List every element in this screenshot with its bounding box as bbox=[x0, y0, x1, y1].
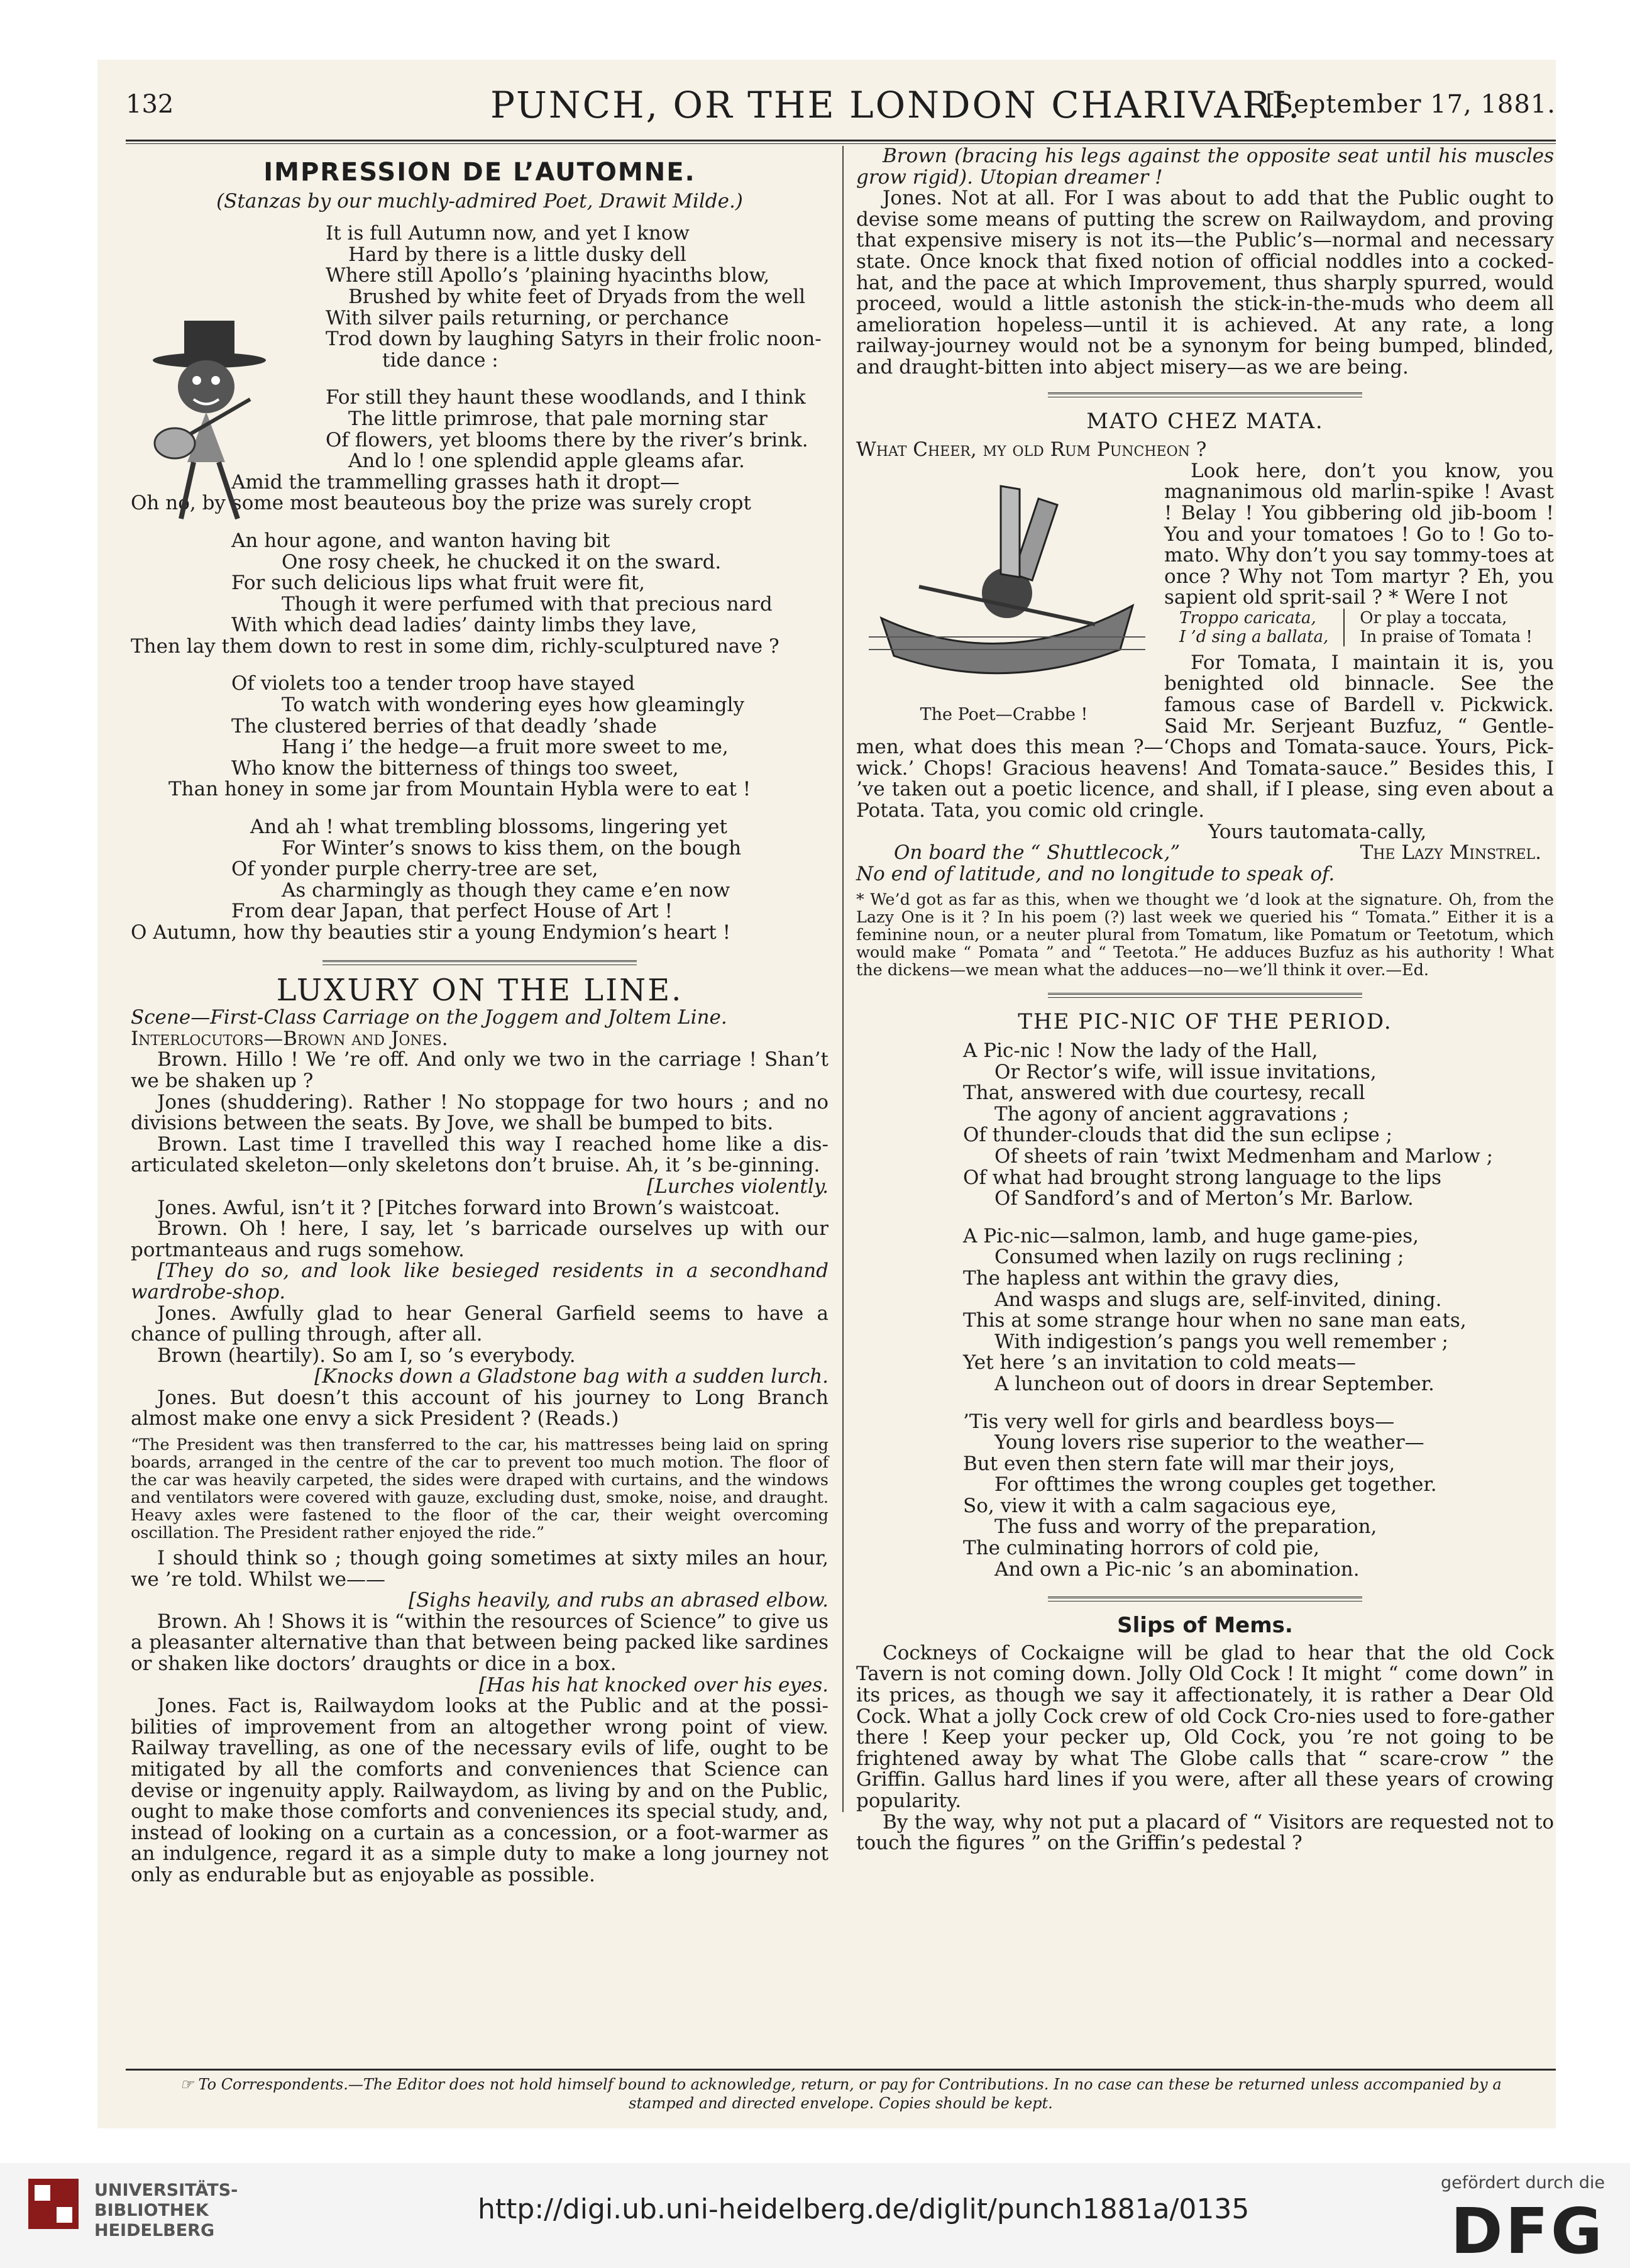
verse-line: As charmingly as though they came e’en now bbox=[282, 878, 730, 902]
verse-line: For ofttimes the wrong couples get together. bbox=[994, 1473, 1437, 1496]
permalink[interactable]: http://digi.ub.uni-heidelberg.de/diglit/punch1881a/0135 bbox=[478, 2193, 1250, 2225]
verse-line: Amid the trammelling grasses hath it dropt— bbox=[231, 470, 680, 494]
header-rule-thin bbox=[126, 143, 1556, 144]
boat-illustration bbox=[856, 461, 1152, 725]
rhyme-line: Troppo caricata, bbox=[1179, 608, 1316, 628]
verse-line: Hard by there is a little dusky dell bbox=[348, 243, 686, 266]
picnic-stanza-2 bbox=[856, 1226, 1554, 1395]
funding-note: gefördert durch die bbox=[1441, 2173, 1605, 2193]
masthead-title: PUNCH, OR THE LONDON CHARIVARI. bbox=[490, 84, 1302, 126]
verse-line: O Autumn, how thy beauties stir a young Endymion’s heart ! bbox=[131, 921, 731, 944]
dialogue-para: Brown. Ah ! Shows it is “within the resources of Science” to give us a pleasanter alternative than that between being packed like sardines or shaken like doctors’ draughts or dice in a box. bbox=[131, 1610, 829, 1676]
rowing-boat-drawing bbox=[856, 461, 1152, 700]
verse-line: And wasps and slugs are, self-invited, dining. bbox=[994, 1288, 1442, 1311]
verse-line: Of Sandford’s and of Merton’s Mr. Barlow. bbox=[994, 1187, 1414, 1210]
section-divider bbox=[1048, 993, 1362, 998]
slips-para: Cockneys of Cockaigne will be glad to hear that the old Cock Tavern is not coming down. Jolly Old Cock ! It might “ come down” in its prices, as though we say it affectionately, it is rather a Dear Old Cock. What a jolly Cock crew of old Cock Cro-nies used to fore-gather there ! Keep your pecker up, Old Cock, you ’re not going to be frightened away by what The Globe calls that “ scare-crow ” the Griffin. Gallus hard lines if you were, after all these years of crowing popularity. bbox=[856, 1641, 1554, 1812]
verse-line: A luncheon out of doors in drear September. bbox=[994, 1372, 1435, 1395]
mato-para: Look here, don’t you know, you magnanimous old marlin-spike ! Avast ! Belay ! You gibbering old jib-boom ! You and your tomatoes ! Go to ! Go to-mato. Why don’t you say tommy-toes at once ? Why not Tom martyr ? Eh, you sapient old sprit-sail ? * Were I not bbox=[1164, 459, 1554, 609]
footer-rule bbox=[126, 2069, 1556, 2071]
dialogue-para: Brown (heartily). So am I, so ’s everybody. bbox=[157, 1344, 576, 1367]
dialogue-para: Jones. Awfully glad to hear General Garfield seems to have a chance of pulling through, after all. bbox=[131, 1302, 829, 1346]
sign-off: Yours tautomata-cally, bbox=[1208, 820, 1427, 843]
header-rule bbox=[126, 140, 1556, 141]
verse-line: Of what had brought strong language to the lips bbox=[963, 1166, 1441, 1189]
verse-line: Of yonder purple cherry-tree are set, bbox=[231, 858, 598, 881]
university-library-logo-icon bbox=[25, 2176, 82, 2232]
stanza-3 bbox=[131, 531, 829, 658]
verse-line: Who know the bitterness of things too sweet, bbox=[231, 756, 679, 780]
stage-direction: [Knocks down a Gladstone bag with a sudden lurch. bbox=[314, 1365, 829, 1388]
page-number: 132 bbox=[126, 90, 174, 119]
editor-footnote: * We’d got as far as this, when we thought we ’d look at the signature. Oh, from the Lazy One is it ? In his poem (?) last week we queried his “ Tomata.” Either it is a feminine noun, or a neuter plural from Tomatum, like Pomatum or Teetotum, which would make “ Pomata ” and “ Teetota.” He adduces Buzfuz as his authority ! What the dickens—we mean what the adduces—no—we’ll think it over.—Ed. bbox=[856, 890, 1554, 980]
article-title-mato: MATO CHEZ MATA. bbox=[1086, 408, 1324, 434]
verse-line: Of flowers, yet blooms there by the river’s brink. bbox=[326, 428, 808, 451]
dialogue-para: Jones (shuddering). Rather ! No stoppage for two hours ; and no divisions between the seats. By Jove, we shall be bumped to bits. bbox=[131, 1090, 829, 1135]
section-divider bbox=[322, 960, 637, 965]
notice-line: stamped and directed envelope. Copies should be kept. bbox=[629, 2094, 1053, 2112]
verse-line: The agony of ancient aggravations ; bbox=[994, 1102, 1350, 1126]
rhyme-line: Or play a toccata, bbox=[1360, 608, 1507, 628]
section-divider bbox=[1048, 1596, 1362, 1601]
scene-line: Scene—First-Class Carriage on the Joggem and Joltem Line. bbox=[131, 1006, 727, 1029]
verse-line: One rosy cheek, he chucked it on the sward. bbox=[282, 550, 722, 573]
rhyme-block bbox=[1164, 609, 1554, 646]
verse-line: Trod down by laughing Satyrs in their frolic noon- bbox=[326, 328, 822, 351]
mato-greeting: What Cheer, my old Rum Puncheon ? bbox=[856, 438, 1207, 462]
stage-direction: [Lurches violently. bbox=[647, 1175, 829, 1198]
verse-line: Then lay them down to rest in some dim, richly-sculptured nave ? bbox=[131, 634, 779, 658]
left-column bbox=[131, 146, 829, 1886]
verse-line: tide dance : bbox=[382, 348, 498, 372]
library-name-line: UNIVERSITÄTS- bbox=[94, 2181, 238, 2200]
dialogue-para: Brown. Hillo ! We ’re off. And only we two in the carriage ! Shan’t we be shaken up ? bbox=[131, 1048, 829, 1092]
mato-para: For Tomata, I maintain it is, you benighted old binnacle. See the famous case of Bardell v. Pickwick. Said Mr. Serjeant Buzfuz, “ Gentle-men, what does this mean ?—‘Chops and Tomata-sauce. Yours, Pick-wick.’ Chops! Gracious heavens! And Tomata-sauce.” Besides this, I ’ve taken out a poetic licence, and shall, if I please, sing even about a Potata. Tata, you comic old cringle. bbox=[856, 651, 1554, 822]
verse-line: That, answered with due courtesy, recall bbox=[963, 1081, 1365, 1105]
article-title-picnic: THE PIC-NIC OF THE PERIOD. bbox=[1018, 1009, 1392, 1035]
dialogue-para: Brown. Oh ! here, I say, let ’s barricade ourselves up with our portmanteaus and rugs somehow. bbox=[131, 1217, 829, 1261]
verse-line: Where still Apollo’s ’plaining hyacinths blow, bbox=[326, 264, 770, 287]
picnic-stanza-3 bbox=[856, 1412, 1554, 1581]
library-name-line: HEIDELBERG bbox=[94, 2221, 215, 2240]
verse-line: With indigestion’s pangs you well remember ; bbox=[994, 1330, 1448, 1353]
column-divider bbox=[842, 146, 844, 1812]
notice-line: ☞ To Correspondents.—The Editor does not hold himself bound to acknowledge, return, or pay for Contributions. In no case can these be returned unless accompanied by a bbox=[180, 2076, 1502, 2093]
article-title-impression: IMPRESSION DE L’AUTOMNE. bbox=[263, 158, 696, 187]
poet-caricature-illustration bbox=[131, 318, 282, 525]
on-board-line: On board the “ Shuttlecock,” bbox=[894, 841, 1181, 865]
verse-line: The fuss and worry of the preparation, bbox=[994, 1515, 1377, 1539]
verse-line: With silver pails returning, or perchance bbox=[326, 306, 729, 329]
verse-line: A Pic-nic—salmon, lamb, and huge game-pies, bbox=[963, 1224, 1419, 1247]
correspondents-notice bbox=[126, 2075, 1556, 2113]
dialogue-para: Brown. Last time I travelled this way I reached home like a dis-articulated skeleton—only skeletons don’t bruise. Ah, it ’s be-ginning. bbox=[131, 1132, 829, 1177]
rhyme-line: I ’d sing a ballata, bbox=[1179, 627, 1329, 646]
stage-direction: [Sighs heavily, and rubs an abrased elbow. bbox=[409, 1589, 829, 1612]
quoted-passage: “The President was then transferred to the car, his mattresses being laid on spring boards, arranged in the centre of the car to prevent too much motion. The floor of the car was heavily carpeted, the sides were draped with curtains, and the windows and ventilators were covered with gauze, excluding dust, smoke, noise, and draught. Heavy axles were fastened to the floor of the car, their weight overcoming oscillation. The President rather enjoyed the ride.” bbox=[131, 1435, 829, 1543]
verse-line: Brushed by white feet of Dryads from the well bbox=[348, 285, 806, 308]
verse-line: Than honey in some jar from Mountain Hybla were to eat ! bbox=[168, 778, 751, 801]
issue-date: [September 17, 1881. bbox=[1265, 90, 1556, 119]
dialogue-para: Jones. But doesn’t this account of his journey to Long Branch almost make one envy a sick President ? (Reads.) bbox=[131, 1386, 829, 1430]
boat-caption: The Poet—Crabbe ! bbox=[920, 705, 1088, 725]
verse-line: It is full Autumn now, and yet I know bbox=[326, 222, 690, 245]
no-end-line: No end of latitude, and no longitude to speak of. bbox=[856, 862, 1335, 885]
verse-line: Consumed when lazily on rugs reclining ; bbox=[994, 1246, 1404, 1269]
verse-line: With which dead ladies’ dainty limbs they lave, bbox=[231, 614, 697, 637]
signature: The Lazy Minstrel. bbox=[1360, 841, 1541, 865]
verse-line: Hang i’ the hedge—a fruit more sweet to me, bbox=[282, 736, 729, 759]
dialogue-para: Brown (bracing his legs against the opposite seat until his muscles grow rigid). Utopian dreamer ! bbox=[856, 145, 1554, 189]
verse-line: The hapless ant within the gravy dies, bbox=[963, 1266, 1340, 1290]
rhyme-left bbox=[1164, 609, 1345, 646]
right-column bbox=[856, 146, 1554, 1854]
dialogue-para: Jones. Not at all. For I was about to add that the Public ought to devise some means of putting the screw on Railwaydom, and proving that expensive misery is not its—the Public’s—normal and necessary state. Once knock that fixed notion of official noddles into a cocked-hat, and the pace at which Improvement, thus sharply spurred, would proceed, would a little astonish the stick-in-the-muds who deem all amelioration hopeless—until it is achieved. At any rate, a long railway-journey would not be a synonym for being bumped, blinded, and draught-bitten into abject misery—as we are being. bbox=[856, 187, 1554, 379]
verse-line: Though it were perfumed with that precious nard bbox=[282, 592, 773, 616]
verse-line: For Winter’s snows to kiss them, on the bough bbox=[282, 836, 742, 860]
dialogue-para: Jones. Awful, isn’t it ? [Pitches forward into Brown’s waistcoat. bbox=[157, 1196, 780, 1219]
stage-direction: [They do so, and look like besieged residents in a secondhand wardrobe-shop. bbox=[131, 1259, 829, 1303]
verse-line: A Pic-nic ! Now the lady of the Hall, bbox=[963, 1039, 1318, 1062]
verse-line: The little primrose, that pale morning star bbox=[348, 407, 768, 430]
verse-line: Young lovers rise superior to the weather— bbox=[994, 1431, 1424, 1454]
verse-line: An hour agone, and wanton having bit bbox=[231, 529, 610, 552]
article-title-luxury: LUXURY ON THE LINE. bbox=[276, 972, 683, 1008]
library-name bbox=[94, 2181, 238, 2241]
verse-line: Yet here ’s an invitation to cold meats— bbox=[963, 1351, 1356, 1375]
verse-line: And ah ! what trembling blossoms, lingering yet bbox=[250, 816, 727, 839]
verse-line: Oh no, by some most beauteous boy the prize was surely cropt bbox=[131, 492, 751, 515]
verse-line: For such delicious lips what fruit were fit, bbox=[231, 572, 645, 595]
interlocutors-line: Interlocutors—Brown and Jones. bbox=[131, 1027, 448, 1050]
verse-line: The culminating horrors of cold pie, bbox=[963, 1537, 1319, 1560]
dialogue-para: I should think so ; though going sometimes at sixty miles an hour, we ’re told. Whilst we—— bbox=[131, 1547, 829, 1591]
verse-line: But even then stern fate will mar their joys, bbox=[963, 1452, 1396, 1475]
verse-line: ’Tis very well for girls and beardless boys— bbox=[963, 1410, 1395, 1433]
dialogue-para: Jones. Fact is, Railwaydom looks at the Public and at the possi-bilities of improvement from an altogether wrong point of view. Railway travelling, as one of the necessary evils of life, ought to be mitigated by all the comforts and conveniences that Science can devise or ingenuity apply. Railwaydom, as living by and on the Public, ought to make those comforts and conveniences its special study, and, instead of looking on a curtain as a concession, or a foot-warmer as an indulgence, regard it as a simple duty to make a long journey not only as endurable but as enjoyable as possible. bbox=[131, 1695, 829, 1886]
verse-line: Of thunder-clouds that did the sun eclipse ; bbox=[963, 1124, 1393, 1147]
stanza-5 bbox=[131, 817, 829, 944]
verse-line: Of sheets of rain ’twixt Medmenham and Marlow ; bbox=[994, 1144, 1494, 1168]
verse-line: The clustered berries of that deadly ’shade bbox=[231, 714, 657, 738]
verse-line: From dear Japan, that perfect House of Art ! bbox=[231, 900, 673, 923]
verse-line: To watch with wondering eyes how gleamingly bbox=[282, 694, 745, 717]
signature-row bbox=[856, 843, 1554, 864]
article-title-slips: Slips of Mems. bbox=[1117, 1613, 1293, 1639]
rhyme-right bbox=[1345, 609, 1548, 646]
dfg-logo: DFG bbox=[1450, 2194, 1605, 2268]
section-divider bbox=[1048, 392, 1362, 397]
picnic-stanza-1 bbox=[856, 1041, 1554, 1210]
verse-line: So, view it with a calm sagacious eye, bbox=[963, 1494, 1337, 1517]
verse-line: This at some strange hour when no sane man eats, bbox=[963, 1309, 1467, 1332]
library-name-line: BIBLIOTHEK bbox=[94, 2201, 209, 2220]
verse-line: And lo ! one splendid apple gleams afar. bbox=[348, 450, 745, 473]
verse-line: Or Rector’s wife, will issue invitations, bbox=[994, 1060, 1377, 1083]
rhyme-line: In praise of Tomata ! bbox=[1360, 627, 1533, 646]
verse-line: And own a Pic-nic ’s an abomination. bbox=[994, 1557, 1360, 1581]
slips-para: By the way, why not put a placard of “ Visitors are requested not to touch the figures ” on the Griffin’s pedestal ? bbox=[856, 1810, 1554, 1855]
stage-direction: [Has his hat knocked over his eyes. bbox=[478, 1673, 829, 1696]
verse-line: For still they haunt these woodlands, and I think bbox=[326, 386, 806, 409]
stanza-4 bbox=[131, 673, 829, 800]
verse-line: Of violets too a tender troop have stayed bbox=[231, 672, 635, 695]
impression-subtitle: (Stanzas by our muchly-admired Poet, Drawit Milde.) bbox=[216, 189, 743, 213]
